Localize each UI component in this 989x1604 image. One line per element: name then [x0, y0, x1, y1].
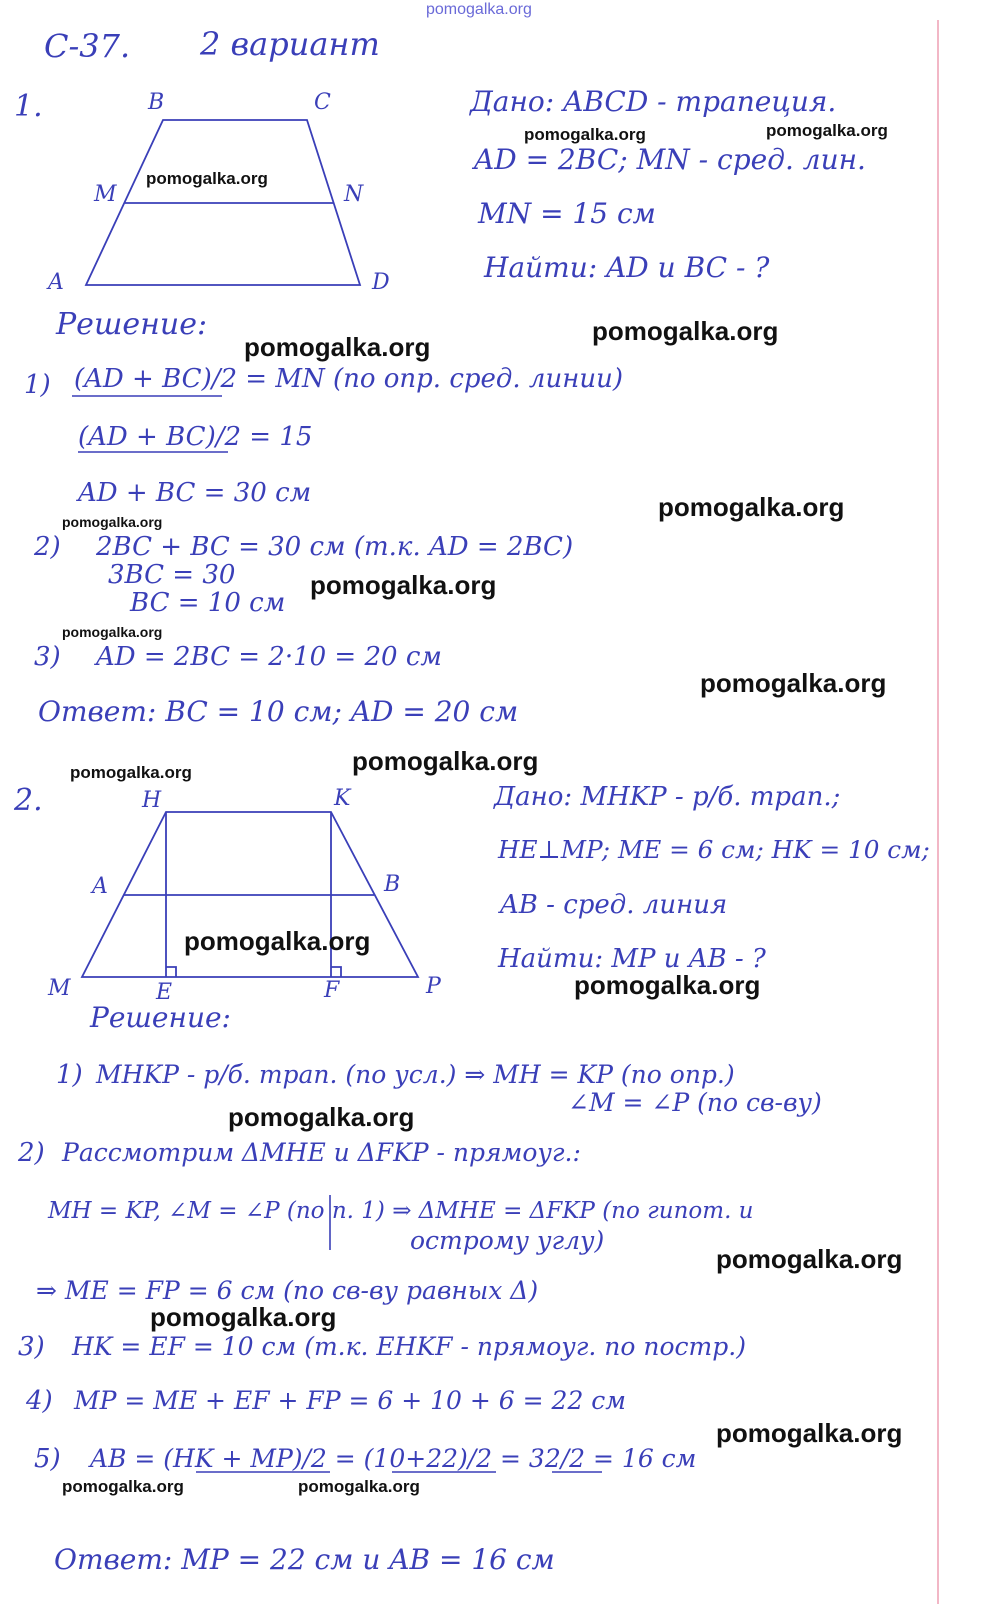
label-m-2: M — [48, 976, 71, 1001]
label-c: C — [314, 90, 331, 115]
label-f: F — [324, 978, 340, 1003]
p2-given-line-3: AB - сред. линия — [500, 890, 728, 920]
p1-step-1-line-3: AD + BC = 30 см — [78, 478, 312, 508]
watermark: pomogalka.org — [228, 1102, 415, 1132]
p1-step-1-number: 1) — [24, 370, 51, 400]
p1-given-line-4: Найти: AD и BC - ? — [484, 251, 770, 284]
p2-step-2-line-2: MH = KP, ∠M = ∠P (по п. 1) ⇒ ΔMHE = ΔFKP (по гипот. и — [48, 1198, 754, 1224]
p1-step-3-number: 3) — [34, 642, 61, 672]
watermark: pomogalka.org — [716, 1418, 903, 1448]
p1-given-line-1: Дано: ABCD - трапеция. — [470, 85, 837, 118]
p2-answer: Ответ: MP = 22 см и AB = 16 см — [54, 1543, 555, 1576]
worksheet-code: С-37. — [44, 27, 131, 65]
label-b-2: B — [384, 872, 401, 897]
p2-step-2-number: 2) — [18, 1138, 45, 1168]
p2-step-1-line-1: MHKP - р/б. трап. (по усл.) ⇒ MH = KP (по опр.) — [96, 1060, 735, 1089]
watermark: pomogalka.org — [184, 926, 371, 956]
p2-step-5-line-1: AB = (HK + MP)/2 = (10+22)/2 = 32/2 = 16 см — [90, 1444, 697, 1473]
watermark: pomogalka.org — [70, 763, 192, 782]
p2-solution-title: Решение: — [90, 1001, 231, 1034]
trapezoid-abcd — [86, 120, 360, 285]
watermark: pomogalka.org — [310, 570, 497, 600]
p2-given-line-1: Дано: MHKP - р/б. трап.; — [494, 782, 841, 812]
watermark: pomogalka.org — [62, 624, 163, 640]
watermark: pomogalka.org — [700, 668, 887, 698]
watermark: pomogalka.org — [592, 316, 779, 346]
p2-step-1-number: 1) — [56, 1060, 83, 1090]
p2-step-4-number: 4) — [26, 1386, 53, 1416]
p1-answer: Ответ: BC = 10 см; AD = 20 см — [38, 695, 519, 728]
watermark: pomogalka.org — [244, 332, 431, 362]
problem-2-number: 2. — [14, 783, 43, 818]
label-d: D — [372, 270, 390, 295]
p1-given-line-3: MN = 15 см — [478, 197, 656, 230]
watermark: pomogalka.org — [146, 169, 268, 188]
label-n: N — [344, 182, 364, 207]
p1-solution-title: Решение: — [56, 307, 208, 342]
p1-step-2-line-3: BC = 10 см — [130, 588, 286, 618]
watermark: pomogalka.org — [766, 121, 888, 140]
label-e: E — [156, 980, 173, 1005]
watermark-top: pomogalka.org — [426, 1, 532, 18]
p2-step-5-number: 5) — [34, 1444, 61, 1474]
problem-1-number: 1. — [14, 89, 43, 124]
p2-given-line-2: HE⊥MP; ME = 6 см; HK = 10 см; — [498, 835, 930, 864]
label-a-2: A — [92, 874, 108, 899]
p1-step-1-line-1: (AD + BC)/2 = MN (по опр. сред. линии) — [74, 364, 623, 394]
variant-title: 2 вариант — [200, 25, 380, 63]
p2-given-line-4: Найти: MP и AB - ? — [498, 944, 766, 974]
p2-step-1-line-2: ∠M = ∠P (по св-ву) — [568, 1088, 822, 1117]
p2-step-3-number: 3) — [18, 1332, 45, 1362]
p2-step-4-line-1: MP = ME + EF + FP = 6 + 10 + 6 = 22 см — [74, 1386, 627, 1415]
p1-step-2-line-2: 3BC = 30 — [108, 560, 236, 590]
watermark: pomogalka.org — [62, 1477, 184, 1496]
p1-step-3-line-1: AD = 2BC = 2·10 = 20 см — [96, 642, 442, 672]
watermark: pomogalka.org — [62, 514, 163, 530]
watermark: pomogalka.org — [352, 746, 539, 776]
label-a: A — [48, 270, 64, 295]
label-b: B — [148, 90, 165, 115]
p1-step-1-line-2: (AD + BC)/2 = 15 — [78, 422, 313, 452]
watermark: pomogalka.org — [150, 1302, 337, 1332]
watermark: pomogalka.org — [524, 125, 646, 144]
label-k: K — [334, 786, 351, 811]
watermark: pomogalka.org — [298, 1477, 420, 1496]
p1-given-line-2: AD = 2BC; MN - сред. лин. — [474, 143, 866, 176]
watermark: pomogalka.org — [658, 492, 845, 522]
p2-step-2-line-4: ⇒ ME = FP = 6 см (по св-ву равных Δ) — [36, 1276, 539, 1305]
p2-step-2-line-1: Рассмотрим ΔMHE и ΔFKP - прямоуг.: — [62, 1138, 581, 1167]
watermark: pomogalka.org — [574, 970, 761, 1000]
p1-step-2-line-1: 2BC + BC = 30 см (т.к. AD = 2BC) — [96, 532, 574, 562]
watermark: pomogalka.org — [716, 1244, 903, 1274]
p2-step-2-line-3: острому углу) — [410, 1226, 605, 1255]
p1-step-2-number: 2) — [34, 532, 61, 562]
p2-step-3-line-1: HK = EF = 10 см (т.к. EHKF - прямоуг. по постр.) — [72, 1332, 746, 1361]
label-m: M — [94, 182, 117, 207]
label-p: P — [426, 974, 441, 999]
label-h: H — [142, 788, 162, 813]
